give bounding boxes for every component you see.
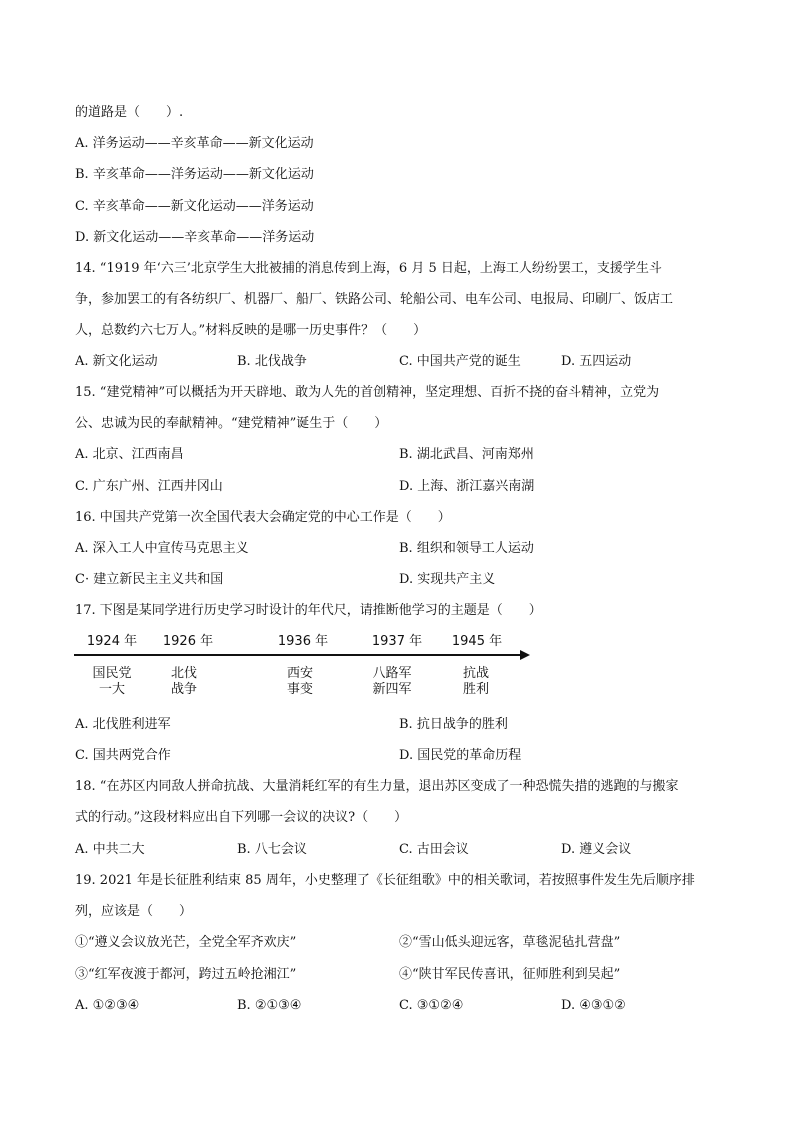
q17-option-b: B. 抗日战争的胜利 [399, 717, 508, 732]
timeline-year-1936: 1936 年 [277, 634, 329, 649]
timeline-event-line: 事变 [286, 682, 313, 697]
q18-option-a: A. 中共二大 [75, 842, 145, 857]
timeline-year-1926: 1926 年 [162, 634, 214, 649]
q18-option-b: B. 八七会议 [237, 842, 307, 857]
q19-option-c: C. ③①②④ [399, 998, 464, 1013]
q15-stem-line-2: 公、忠诚为民的奉献精神。“建党精神”诞生于（ ） [75, 416, 388, 431]
timeline-event-line: 战争 [170, 682, 197, 697]
timeline-arrowhead [520, 650, 530, 660]
timeline-event-northern-expedition [154, 666, 214, 698]
q14-option-d: D. 五四运动 [561, 354, 632, 369]
timeline-ruler [70, 628, 540, 704]
q14-stem-line-2: 争，参加罢工的有各纺织厂、机器厂、船厂、铁路公司、轮船公司、电车公司、电报局、印刷厂、饭店工 [75, 292, 674, 307]
q16-option-c: C· 建立新民主主义共和国 [75, 572, 224, 587]
q14-option-c: C. 中国共产党的诞生 [399, 354, 521, 369]
timeline-event-war-victory [446, 666, 506, 698]
q15-option-c: C. 广东广州、江西井冈山 [75, 479, 223, 494]
q18-stem-line-1: 18. “在苏区内同敌人拼命抗战、大量消耗红军的有生力量，退出苏区变成了一种恐慌失措的逃跑的与搬家 [75, 779, 679, 794]
q13-option-b: B. 辛亥革命——洋务运动——新文化运动 [75, 167, 314, 182]
q14-stem-line-1: 14. “1919 年‘六三’北京学生大批被捕的消息传到上海，6 月 5 日起，上海工人纷纷罢工，支援学生斗 [75, 261, 662, 276]
timeline-event-line: 北伐 [170, 666, 197, 681]
q19-lyric-2: ②“雪山低头迎远客，草毯泥毡扎营盘” [399, 935, 621, 950]
q19-option-d: D. ④③①② [561, 998, 626, 1013]
q17-option-c: C. 国共两党合作 [75, 748, 171, 763]
q17-option-a: A. 北伐胜利进军 [75, 717, 171, 732]
q17-stem: 17. 下图是某同学进行历史学习时设计的年代尺，请推断他学习的主题是（ ） [75, 603, 542, 618]
q16-option-b: B. 组织和领导工人运动 [399, 541, 534, 556]
q14-option-b: B. 北伐战争 [237, 354, 307, 369]
timeline-event-eighth-route-army [362, 666, 422, 698]
q15-option-b: B. 湖北武昌、河南郑州 [399, 447, 534, 462]
q13-option-d: D. 新文化运动——辛亥革命——洋务运动 [75, 230, 315, 245]
timeline-event-line: 西安 [286, 666, 313, 681]
q19-stem-line-2: 列，应该是（ ） [75, 904, 193, 919]
timeline-year-1937: 1937 年 [371, 634, 423, 649]
q13-stem-tail: 的道路是（ ）. [75, 105, 184, 120]
q15-option-d: D. 上海、浙江嘉兴南湖 [399, 479, 535, 494]
q14-option-a: A. 新文化运动 [75, 354, 158, 369]
q16-option-d: D. 实现共产主义 [399, 572, 496, 587]
q18-option-d: D. 遵义会议 [561, 842, 632, 857]
timeline-event-line: 抗战 [462, 666, 489, 681]
timeline-event-line: 国民党 [92, 666, 132, 681]
timeline-event-xian-incident [270, 666, 330, 698]
timeline-event-line: 一大 [98, 682, 125, 697]
q16-stem: 16. 中国共产党第一次全国代表大会确定党的中心工作是（ ） [75, 510, 451, 525]
q16-option-a: A. 深入工人中宣传马克思主义 [75, 541, 249, 556]
q19-option-a: A. ①②③④ [75, 998, 140, 1013]
timeline-event-line: 胜利 [462, 682, 489, 697]
timeline-event-line: 新四军 [372, 682, 412, 697]
timeline-year-1945: 1945 年 [451, 634, 503, 649]
q15-option-a: A. 北京、江西南昌 [75, 447, 184, 462]
q18-stem-line-2: 式的行动。”这段材料应出自下列哪一会议的决议?（ ） [75, 810, 408, 825]
timeline-event-kmt-first-congress [82, 666, 142, 698]
q19-lyric-3: ③“红军夜渡于都河，跨过五岭抢湘江” [75, 967, 297, 982]
q17-option-d: D. 国民党的革命历程 [399, 748, 522, 763]
q14-stem-line-3: 人，总数约六七万人。”材料反映的是哪一历史事件？（ ） [75, 323, 427, 338]
q15-stem-line-1: 15. “建党精神”可以概括为开天辟地、敢为人先的首创精神，坚定理想、百折不挠的奋斗精神，立党为 [75, 385, 660, 400]
q18-option-c: C. 古田会议 [399, 842, 469, 857]
timeline-year-1924: 1924 年 [86, 634, 138, 649]
q13-option-c: C. 辛亥革命——新文化运动——洋务运动 [75, 199, 314, 214]
q19-lyric-1: ①“遵义会议放光芒，全党全军齐欢庆” [75, 935, 297, 950]
q13-option-a: A. 洋务运动——辛亥革命——新文化运动 [75, 136, 314, 151]
q19-stem-line-1: 19. 2021 年是长征胜利结束 85 周年，小史整理了《长征组歌》中的相关歌词，若按照事件发生先后顺序排 [75, 873, 695, 888]
q19-lyric-4: ④“陕甘军民传喜讯，征师胜利到吴起” [399, 967, 621, 982]
timeline-event-line: 八路军 [372, 666, 412, 681]
q19-option-b: B. ②①③④ [237, 998, 302, 1013]
